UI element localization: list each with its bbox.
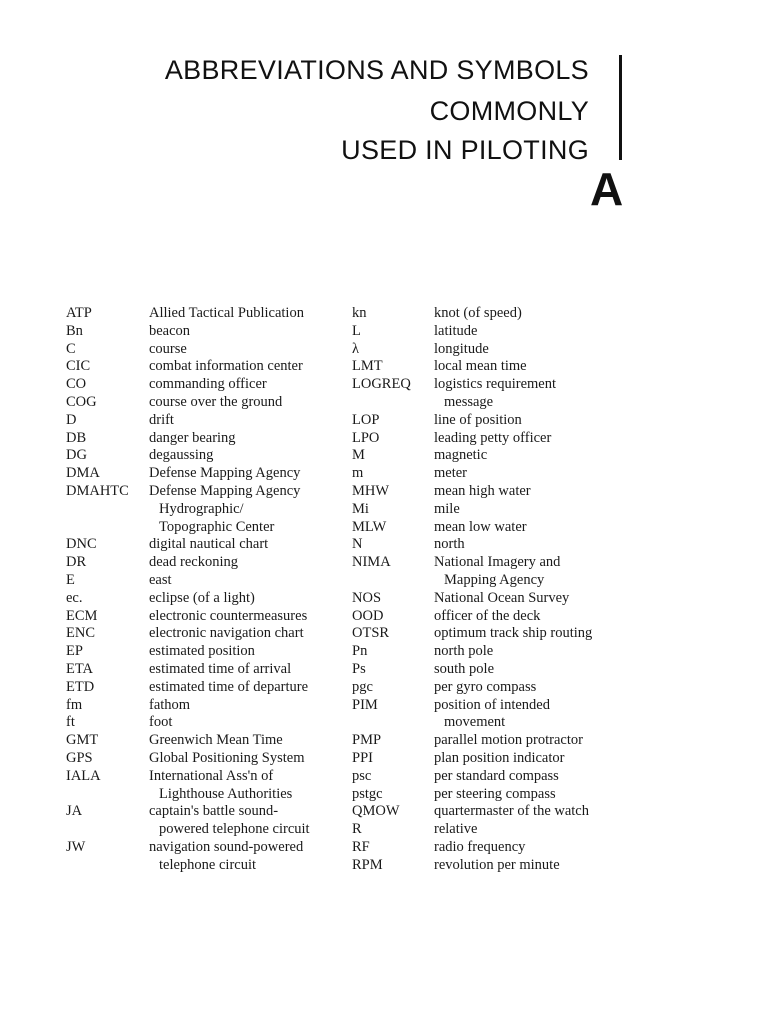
- abbreviation-entry: [352, 465, 632, 483]
- abbreviation-entry: [352, 857, 632, 875]
- abbreviation-entry: [352, 697, 632, 715]
- definition: Defense Mapping Agency: [149, 465, 301, 482]
- entry-continuation: [66, 501, 336, 519]
- definition: line of position: [434, 411, 522, 428]
- abbreviation: RF: [352, 838, 370, 855]
- abbreviation: Pn: [352, 643, 368, 660]
- abbreviation-entry: [352, 430, 632, 448]
- definition: drift: [149, 411, 174, 428]
- entry-continuation: [352, 572, 632, 590]
- abbreviation: DMA: [66, 465, 100, 482]
- abbreviation: ETA: [66, 660, 94, 677]
- entry-continuation: [66, 519, 336, 537]
- definition: National Ocean Survey: [434, 589, 570, 606]
- definition: plan position indicator: [434, 749, 565, 766]
- definition: mile: [434, 500, 460, 517]
- definition: logistics requirement: [434, 376, 557, 393]
- abbreviation: M: [352, 447, 365, 464]
- page-title-line-1: ABBREVIATIONS AND SYMBOLS: [164, 55, 589, 85]
- definition: optimum track ship routing: [434, 625, 593, 642]
- abbreviation: DMAHTC: [66, 482, 129, 499]
- definition: radio frequency: [434, 838, 526, 855]
- abbreviation: DG: [66, 447, 87, 464]
- definition: per steering compass: [434, 785, 556, 802]
- abbreviation: EP: [66, 643, 83, 660]
- entry-continuation: [352, 714, 632, 732]
- abbreviation: CIC: [66, 358, 91, 375]
- abbreviation: MHW: [352, 482, 390, 499]
- definition: estimated time of arrival: [149, 660, 292, 677]
- abbreviation: PMP: [352, 732, 382, 749]
- abbreviation: CO: [66, 376, 87, 393]
- abbreviation-entry: [66, 483, 336, 501]
- abbreviation: COG: [66, 393, 97, 410]
- abbreviation-entry: [66, 412, 336, 430]
- abbreviation-entry: [66, 430, 336, 448]
- definition: per standard compass: [434, 767, 559, 784]
- definition: dead reckoning: [149, 554, 238, 571]
- abbreviation-entry: [352, 679, 632, 697]
- abbreviation-entry: [352, 483, 632, 501]
- abbreviation-entry: [66, 803, 336, 821]
- definition: per gyro compass: [434, 678, 537, 695]
- definition: meter: [434, 465, 468, 482]
- definition: eclipse (of a light): [149, 589, 255, 606]
- abbreviation-entry: [66, 661, 336, 679]
- abbreviation-entry: [352, 447, 632, 465]
- abbreviation: ATP: [66, 305, 92, 321]
- abbreviation-entry: [66, 376, 336, 394]
- abbreviation: fm: [66, 696, 83, 713]
- definition: parallel motion protractor: [434, 732, 583, 749]
- abbreviation-entry: [352, 323, 632, 341]
- appendix-letter: A: [590, 163, 624, 215]
- abbreviation: DNC: [66, 536, 97, 553]
- definition: telephone circuit: [159, 856, 257, 873]
- abbreviation: PIM: [352, 696, 378, 713]
- abbreviation: GMT: [66, 732, 99, 749]
- definition: latitude: [434, 322, 478, 339]
- abbreviation-entry: [66, 572, 336, 590]
- definition: fathom: [149, 696, 191, 713]
- abbreviation: RPM: [352, 856, 383, 873]
- abbreviation-entry: [352, 732, 632, 750]
- abbreviation: pstgc: [352, 785, 383, 802]
- definition: local mean time: [434, 358, 527, 375]
- abbreviation: E: [66, 571, 75, 588]
- abbreviation-list-left: [66, 305, 336, 875]
- definition: message: [444, 393, 494, 410]
- abbreviation: LPO: [352, 429, 380, 446]
- definition: revolution per minute: [434, 856, 560, 873]
- definition: course: [149, 340, 187, 357]
- abbreviation-entry: [352, 376, 632, 394]
- abbreviation-entry: [66, 465, 336, 483]
- definition: captain's battle sound-: [149, 803, 279, 820]
- entry-continuation: [66, 857, 336, 875]
- definition: leading petty officer: [434, 429, 552, 446]
- abbreviation: PPI: [352, 749, 373, 766]
- definition: powered telephone circuit: [159, 821, 310, 838]
- abbreviation-entry: [66, 625, 336, 643]
- abbreviation-entry: [352, 768, 632, 786]
- abbreviation-list-right: [352, 305, 632, 875]
- definition: movement: [444, 714, 506, 731]
- definition: relative: [434, 821, 478, 838]
- abbreviation: Ps: [352, 660, 366, 677]
- abbreviation-entry: [66, 447, 336, 465]
- definition: Defense Mapping Agency: [149, 482, 301, 499]
- definition: quartermaster of the watch: [434, 803, 589, 820]
- abbreviation-entry: [352, 661, 632, 679]
- abbreviation: OOD: [352, 607, 384, 624]
- definition: beacon: [149, 322, 191, 339]
- abbreviation-entry: [352, 341, 632, 359]
- definition: International Ass'n of: [149, 767, 274, 784]
- abbreviation-entry: [66, 714, 336, 732]
- definition: officer of the deck: [434, 607, 541, 624]
- abbreviation-entry: [66, 732, 336, 750]
- abbreviation: C: [66, 340, 76, 357]
- abbreviation: kn: [352, 305, 367, 321]
- abbreviation-entry: [66, 679, 336, 697]
- abbreviation: IALA: [66, 767, 101, 784]
- abbreviation-entry: [352, 519, 632, 537]
- entry-continuation: [352, 394, 632, 412]
- definition: north pole: [434, 643, 494, 660]
- abbreviation-entry: [352, 501, 632, 519]
- abbreviation: psc: [352, 767, 372, 784]
- abbreviation-entry: [66, 341, 336, 359]
- abbreviation: LOP: [352, 411, 380, 428]
- entry-continuation: [66, 821, 336, 839]
- definition: estimated time of departure: [149, 678, 309, 695]
- abbreviation-entry: [66, 590, 336, 608]
- abbreviation: JA: [66, 803, 83, 820]
- definition: Topographic Center: [159, 518, 275, 535]
- definition: south pole: [434, 660, 495, 677]
- abbreviation-entry: [352, 358, 632, 376]
- abbreviation: DR: [66, 554, 87, 571]
- definition: combat information center: [149, 358, 303, 375]
- abbreviation-entry: [66, 750, 336, 768]
- entry-continuation: [66, 786, 336, 804]
- abbreviation: Mi: [352, 500, 369, 517]
- definition: Allied Tactical Publication: [149, 305, 304, 321]
- abbreviation-entry: [352, 625, 632, 643]
- definition: mean high water: [434, 482, 531, 499]
- abbreviation-entry: [66, 643, 336, 661]
- abbreviation: NIMA: [352, 554, 391, 571]
- abbreviation-entry: [66, 608, 336, 626]
- definition: north: [434, 536, 465, 553]
- page-title-line-2: COMMONLY: [429, 96, 589, 126]
- definition: National Imagery and: [434, 554, 561, 571]
- definition: longitude: [434, 340, 489, 357]
- abbreviation: pgc: [352, 678, 373, 695]
- definition: course over the ground: [149, 393, 283, 410]
- abbreviation-entry: [66, 554, 336, 572]
- abbreviation-entry: [66, 697, 336, 715]
- definition: electronic countermeasures: [149, 607, 308, 624]
- abbreviation: D: [66, 411, 77, 428]
- abbreviation-entry: [66, 536, 336, 554]
- abbreviation: N: [352, 536, 363, 553]
- abbreviation: OTSR: [352, 625, 390, 642]
- definition: position of intended: [434, 696, 550, 713]
- abbreviation-entry: [66, 768, 336, 786]
- definition: Global Positioning System: [149, 749, 305, 766]
- definition: Lighthouse Authorities: [159, 785, 293, 802]
- title-divider-bar: [619, 55, 622, 160]
- abbreviation-entry: [66, 358, 336, 376]
- abbreviation: MLW: [352, 518, 387, 535]
- abbreviation-entry: [66, 839, 336, 857]
- abbreviation: ENC: [66, 625, 95, 642]
- definition: knot (of speed): [434, 305, 522, 321]
- abbreviation-entry: [352, 786, 632, 804]
- abbreviation-entry: [352, 608, 632, 626]
- definition: navigation sound-powered: [149, 838, 304, 855]
- abbreviation: GPS: [66, 749, 93, 766]
- definition: Greenwich Mean Time: [149, 732, 283, 749]
- abbreviation: R: [352, 821, 362, 838]
- abbreviation-entry: [352, 554, 632, 572]
- abbreviation-entry: [352, 590, 632, 608]
- definition: estimated position: [149, 643, 255, 660]
- abbreviation-entry: [352, 821, 632, 839]
- abbreviation: LMT: [352, 358, 383, 375]
- abbreviation: NOS: [352, 589, 382, 606]
- definition: Hydrographic/: [159, 500, 244, 517]
- definition: digital nautical chart: [149, 536, 269, 553]
- abbreviation-entry: [352, 305, 632, 323]
- definition: magnetic: [434, 447, 488, 464]
- definition: danger bearing: [149, 429, 236, 446]
- abbreviation-entry: [352, 839, 632, 857]
- abbreviation-entry: [66, 323, 336, 341]
- abbreviation-entry: [352, 643, 632, 661]
- definition: degaussing: [149, 447, 214, 464]
- abbreviation-entry: [352, 803, 632, 821]
- abbreviation-entry: [352, 750, 632, 768]
- abbreviation-entry: [352, 536, 632, 554]
- abbreviation: DB: [66, 429, 87, 446]
- definition: electronic navigation chart: [149, 625, 304, 642]
- abbreviation: L: [352, 322, 361, 339]
- definition: Mapping Agency: [444, 571, 545, 588]
- abbreviation: Bn: [66, 322, 83, 339]
- abbreviation-entry: [66, 394, 336, 412]
- abbreviation: JW: [66, 838, 86, 855]
- abbreviation: λ: [352, 340, 360, 357]
- abbreviation: m: [352, 465, 364, 482]
- abbreviation-entry: [352, 412, 632, 430]
- definition: east: [149, 571, 172, 588]
- definition: commanding officer: [149, 376, 267, 393]
- abbreviation: ETD: [66, 678, 95, 695]
- abbreviation: ECM: [66, 607, 98, 624]
- page-title-line-3: USED IN PILOTING: [341, 135, 589, 165]
- abbreviation: ft: [66, 714, 75, 731]
- definition: foot: [149, 714, 173, 731]
- abbreviation: ec.: [66, 589, 83, 606]
- definition: mean low water: [434, 518, 527, 535]
- abbreviation: LOGREQ: [352, 376, 411, 393]
- abbreviation-entry: [66, 305, 336, 323]
- abbreviation: QMOW: [352, 803, 400, 820]
